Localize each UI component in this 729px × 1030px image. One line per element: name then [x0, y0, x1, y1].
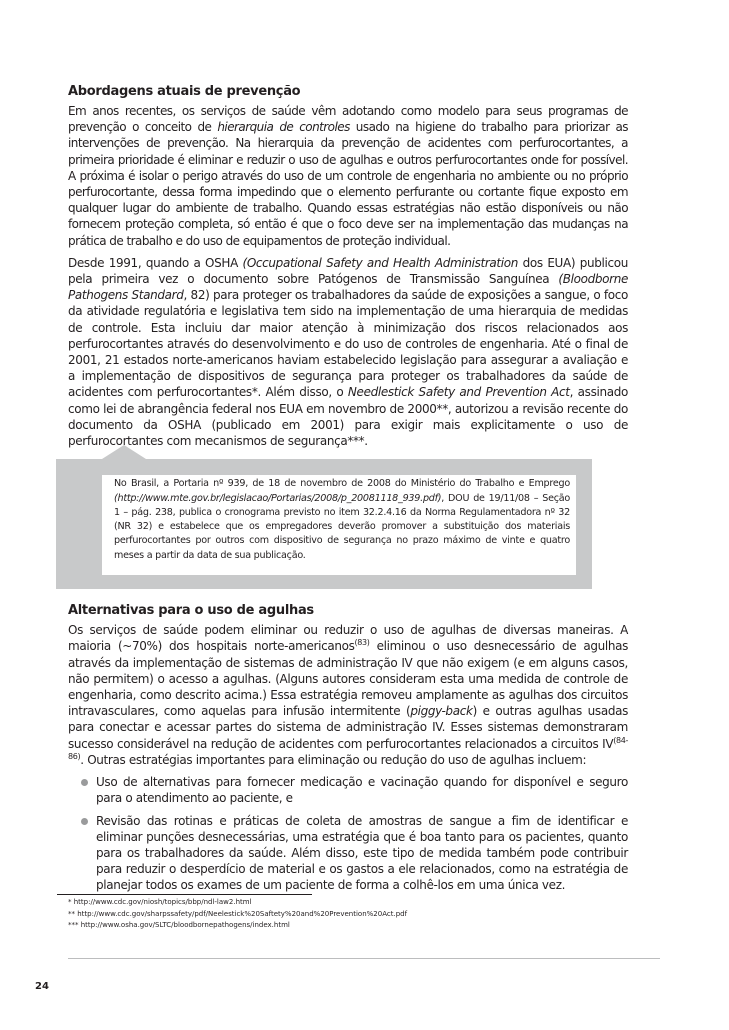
- emphasis-text: Needlestick Safety and Prevention Act: [347, 385, 570, 400]
- list-item-text: Revisão das rotinas e práticas de coleta de amostras de sangue a fim de identificar e eliminar punções desnecessárias, uma estratégia que é boa tanto para os pacientes, quanto para os trabalhadores da saúde. Além disso, este tipo de medida também pode contribuir para reduzir o desperdício de material e os gastos a ele relacionados, como na estratégia de planejar todos os exames de um paciente de forma a colhê-los em uma única vez.: [96, 813, 628, 893]
- emphasis-text: (Occupational Safety and Health Administration: [242, 255, 519, 270]
- callout-box: [56, 459, 628, 589]
- paragraph-hierarchy: [68, 103, 628, 249]
- callout-text-part: No Brasil, a Portaria nº 939, de 18 de novembro de 2008 do Ministério do Trabalho e Emprego: [114, 478, 570, 490]
- paragraph-text: Em anos recentes, os serviços de saúde vêm adotando como modelo para seus programas de prevenção o conceito de: [68, 104, 628, 135]
- footnote-2[interactable]: ** http://www.cdc.gov/sharpssafety/pdf/Neelestick%20Saftety%20and%20Prevention%20Act.pdf: [68, 909, 408, 918]
- list-item: [96, 774, 628, 806]
- bullet-icon: [81, 779, 88, 786]
- paragraph-osha: [68, 255, 628, 449]
- callout-text: [114, 477, 570, 563]
- paragraph-text: Desde 1991, quando a OSHA: [68, 255, 243, 270]
- page-number: 24: [35, 981, 49, 992]
- paragraph-alternatives: [68, 622, 628, 768]
- paragraph-text: Os serviços de saúde podem eliminar ou reduzir o uso de agulhas de diversas maneiras. A maioria (~70%) dos hospitais norte-americanos: [68, 623, 628, 654]
- paragraph-text: , 82) para proteger os trabalhadores da saúde de exposições a sangue, o foco da atividade regulatória e legislativa tem sido na implementação de uma hierarquia de medidas de controle. Esta incluiu dar maior atenção à minimização dos riscos relacionados aos perfurocortantes através do desenvolvimento e do uso de controles de engenharia. Até o final de 2001, 21 estados norte-americanos haviam estabelecido legislação para assegurar a avaliação e a implementação de dispositivos de segurança para proteger os trabalhadores da saúde de acidentes com perfurocortantes*. Além disso, o: [68, 288, 629, 400]
- section-heading-alternatives: Alternativas para o uso de agulhas: [68, 603, 314, 619]
- citation-superscript: (84-86): [68, 735, 628, 761]
- footnote-1[interactable]: * http://www.cdc.gov/niosh/topics/bbp/ndl-law2.html: [68, 898, 252, 906]
- bullet-icon: [81, 818, 88, 825]
- section-heading-prevention: Abordagens atuais de prevenção: [68, 84, 301, 99]
- footnote-3[interactable]: *** http://www.osha.gov/SLTC/bloodbornepathogens/index.html: [68, 921, 290, 929]
- emphasis-text: hierarquia de controles: [217, 120, 350, 135]
- section-alternatives: [68, 603, 628, 893]
- list-item: [96, 813, 628, 894]
- paragraph-text: usado na higiene do trabalho para priorizar as intervenções de prevenção. Na hierarquia da prevenção de acidentes com perfurocortantes, a primeira prioridade é eliminar e reduzir o uso de agulhas e outros perfurocortantes onde for possível. A próxima é isolar o perigo através do uso de um controle de engenharia no ambiente ou no próprio perfurocortante, dessa forma impedindo que o elemento perfurante ou cortante fique exposto em qualquer lugar do ambiente de trabalho. Quando essas estratégias não estão disponíveis ou não fornecem proteção completa, só então é que o foco deve ser na implementação das mudanças na prática de trabalho e do uso de equipamentos de proteção individual.: [68, 120, 628, 248]
- page-divider: [68, 958, 660, 959]
- footnotes: [68, 897, 407, 932]
- paragraph-text: eliminou o uso desnecessário de agulhas através da implementação de sistemas de administração IV que não exigem (e em alguns casos, não permitem) o acesso a agulhas. (Alguns autores consideram esta uma medida de controle de engenharia, como descrito acima.) Essa estratégia removeu amplamente as agulhas dos circuitos intravasculares, como aquelas para infusão intermitente (: [68, 639, 628, 719]
- emphasis-text: (Bloodborne Pathogens Standard: [68, 272, 628, 303]
- paragraph-text: ) e outras agulhas usadas para conectar e acessar partes do sistema de administração IV. Esses sistemas demonstraram sucesso considerável na redução de acidentes com perfurocortantes relacionados a circuitos IV: [68, 704, 628, 751]
- citation-superscript: (83): [354, 638, 370, 648]
- footnote-divider: [57, 894, 312, 895]
- callout-link[interactable]: (http://www.mte.gov.br/legislacao/Portarias/2008/p_20081118_939.pdf): [114, 492, 442, 504]
- emphasis-text: piggy-back: [410, 704, 473, 719]
- paragraph-text: dos EUA) publicou pela primeira vez o documento sobre Patógenos de Transmissão Sanguínea: [68, 255, 628, 287]
- list-item-text: Uso de alternativas para fornecer medicação e vacinação quando for disponível e seguro para o atendimento ao paciente, e: [96, 775, 628, 806]
- paragraph-text: . Outras estratégias importantes para eliminação ou redução do uso de agulhas incluem:: [80, 752, 587, 767]
- main-content: [68, 84, 628, 900]
- callout-text-part: , DOU de 19/11/08 – Seção 1 – pág. 238, publica o cronograma previsto no item 32.2.4.16 da Norma Regulamentadora nº 32 (NR 32) e estabelece que os empregadores deverão promover a substituição dos materiais perfurocortantes por outros com dispositivo de segurança no prazo máximo de vinte e quatro meses a partir da data de sua publicação.: [114, 492, 570, 561]
- strategy-list: [68, 774, 628, 893]
- paragraph-text: , assinado como lei de abrangência federal nos EUA em novembro de 2000**, autorizou a revisão recente do documento da OSHA (publicado em 2001) para exigir mais explicitamente o uso de perfurocortantes com mecanismos de segurança***.: [68, 385, 628, 449]
